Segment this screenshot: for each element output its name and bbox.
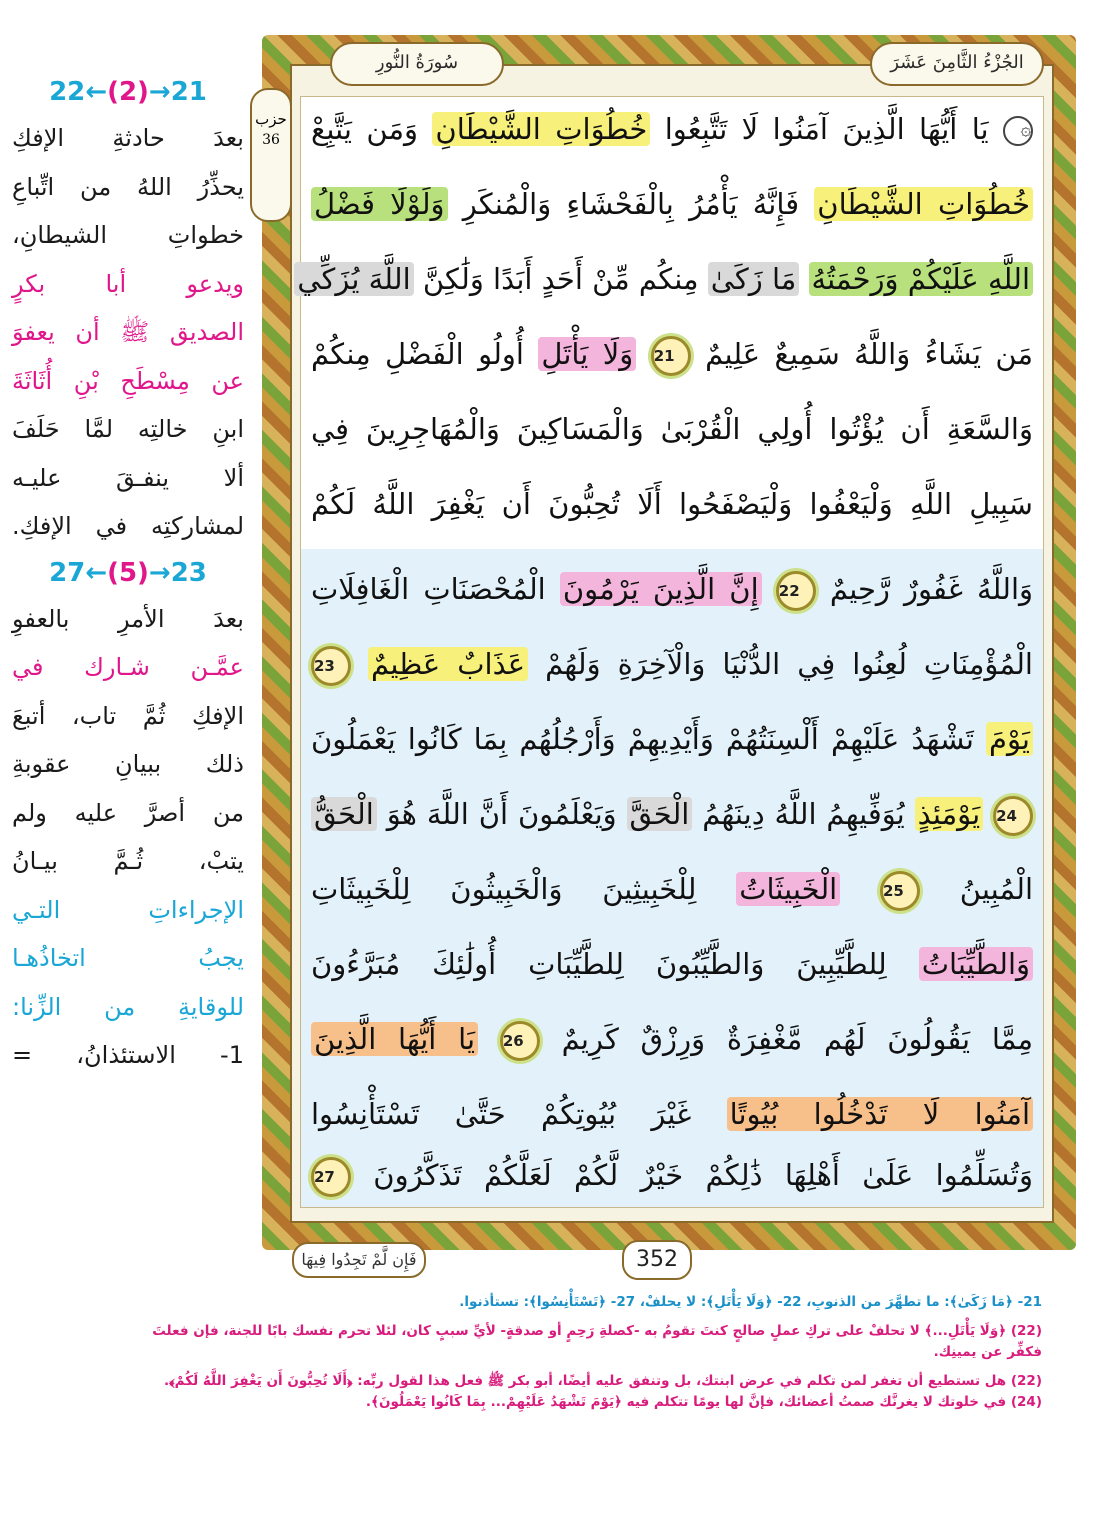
verse-line [311, 1084, 1033, 1144]
range-count: (2) [107, 77, 149, 107]
ayah-number-marker: 24 [993, 796, 1033, 836]
range-start: 21 [170, 77, 207, 107]
ayah-number-marker: 22 [776, 571, 816, 611]
commentary-line: ألا ينفـقَ عليـه [12, 463, 244, 492]
ayah-number-marker: 26 [500, 1021, 540, 1061]
verse-line [311, 1145, 1033, 1205]
verse-text: تَشْهَدُ عَلَيْهِمْ أَلْسِنَتُهُمْ وَأَيْدِيهِمْ وَأَرْجُلُهُم بِمَا كَانُوا يَعْمَلُونَ [311, 722, 974, 756]
verse-text: وَيَعْلَمُونَ أَنَّ اللَّهَ هُوَ [386, 797, 617, 831]
range-count: (5) [107, 557, 149, 588]
commentary-line: من أصرَّ عليه ولم [12, 798, 244, 827]
hizb-number: 36 [262, 132, 280, 148]
highlighted-phrase: خُطُوَاتِ الشَّيْطَانِ [814, 187, 1033, 221]
commentary-line: ذلك ببيانِ عقوبةِ [12, 750, 244, 778]
highlighted-phrase: الْخَبِيثَاتُ [736, 872, 840, 906]
highlighted-phrase: خُطُوَاتِ الشَّيْطَانِ [432, 112, 650, 146]
quran-page [297, 96, 1044, 1208]
verse-text: مَن يَشَاءُ وَاللَّهُ سَمِيعٌ عَلِيمٌ [705, 337, 1034, 371]
commentary-line: 1- الاستئذانُ، = [12, 1041, 244, 1069]
verse-range-header: 27←(5)→23 [49, 557, 207, 588]
commentary-line: للوقايةِ من الزِّنا: [12, 992, 244, 1021]
commentary-line: الصديق ﷺ أن يعفوَ [12, 318, 244, 346]
verse-text: يَا أَيُّهَا الَّذِينَ آمَنُوا لَا تَتَّبِعُوا [664, 112, 989, 146]
verse-text: وَمَن يَتَّبِعْ [311, 112, 419, 146]
commentary-line: عمَّـن شـارك في [12, 653, 244, 681]
commentary-line: يجبُ اتخاذُهـا [12, 944, 244, 972]
verse-text: أُولُو الْفَضْلِ مِنكُمْ [311, 337, 524, 371]
verse-text: وَاللَّهُ غَفُورٌ رَّحِيمٌ [829, 572, 1034, 606]
commentary-line: لمشاركتِه في الإفكِ. [12, 512, 244, 540]
verse-text: سَبِيلِ اللَّهِ وَلْيَعْفُوا وَلْيَصْفَحُوا أَلَا تُحِبُّونَ أَن يَغْفِرَ اللَّهُ لَكُمْ [311, 487, 1033, 521]
reflection-note: فكفِّر عن يمينِك. [933, 1344, 1042, 1360]
verse-line [311, 709, 1033, 769]
verse-text: وَتُسَلِّمُوا عَلَىٰ أَهْلِهَا ذَٰلِكُمْ خَيْرٌ لَّكُمْ لَعَلَّكُمْ تَذَكَّرُونَ [373, 1158, 1033, 1192]
verse-text: لِلطَّيِّبِينَ وَالطَّيِّبُونَ لِلطَّيِّبَاتِ أُولَٰئِكَ مُبَرَّءُونَ [311, 947, 887, 981]
verse-line [311, 399, 1033, 459]
verse-text: لِلْخَبِيثِينَ وَالْخَبِيثُونَ لِلْخَبِيثَاتِ [311, 872, 697, 906]
ayah-number-marker: 27 [311, 1157, 351, 1197]
highlighted-phrase: يَوْمَ [986, 722, 1033, 756]
highlighted-phrase: يَا أَيُّهَا الَّذِينَ [311, 1022, 478, 1056]
commentary-block-1 [12, 114, 244, 551]
verse-line [311, 934, 1033, 994]
range-end: 27 [49, 557, 86, 588]
verse-text: الْمُبِينُ [959, 872, 1034, 906]
highlighted-phrase: الْحَقَّ [627, 797, 693, 831]
ayah-number-marker: 21 [651, 336, 691, 376]
page-number: 352 [622, 1240, 692, 1280]
reflection-note: (22) ﴿وَلَا يَأْتَلِ...﴾ لا تحلفْ على تركِ عملٍ صالحٍ كنتَ تقومُ به -كصلةِ رَحِمٍ أو صدقةٍ- لأيِّ سببٍ كان، لئلا تحرم نفسك بابًا للجنة، فإن فعلتَ [152, 1323, 1042, 1339]
rub-el-hizb-icon: ۞ [1003, 116, 1033, 146]
verse-line [297, 249, 1033, 309]
commentary-line: ويدعو أبا بكرٍ [12, 269, 244, 298]
commentary-line: الإفكِ ثُمَّ تاب، أتبعَ [12, 701, 244, 730]
verse-line [311, 859, 1033, 919]
commentary-line: الإجراءاتِ التـي [12, 895, 244, 924]
commentary-line: بعدَ الأمرِ بالعفوِ [12, 604, 244, 633]
verse-line [311, 1009, 1033, 1069]
vocabulary-note: 21- ﴿مَا زَكَىٰ﴾: ما تطهَّرَ من الذنوبِ، 22- ﴿وَلَا يَأْتَلِ﴾: لا يحلفْ، 27- ﴿تَسْتَأْنِسُوا﴾: تستأذنوا. [459, 1294, 1042, 1310]
verse-text: غَيْرَ بُيُوتِكُمْ حَتَّىٰ تَسْتَأْنِسُوا [311, 1097, 692, 1131]
range-start: 23 [170, 557, 207, 588]
commentary-block-2 [12, 595, 244, 1080]
verse-line [311, 324, 1033, 384]
verse-line [311, 634, 1033, 694]
commentary-column [12, 70, 244, 1210]
range-end: 22 [49, 77, 86, 107]
highlighted-phrase: عَذَابٌ عَظِيمٌ [368, 647, 528, 681]
highlighted-phrase: وَلَوْلَا فَضْلُ [311, 187, 448, 221]
ayah-number-marker: 25 [880, 871, 920, 911]
commentary-line: بعدَ حادثةِ الإفكِ [12, 124, 244, 152]
verse-line [311, 784, 1033, 844]
verse-line [311, 174, 1033, 234]
reflection-note: (22) هل تستطيع أن تغفر لمن تكلم في عرض ابنتك، بل وتنفق عليه أيضًا، أبو بكر ﷺ فعل هذا لقول ربِّه: ﴿أَلَا تُحِبُّونَ أَن يَغْفِرَ اللَّهُ لَكُمْ﴾. [163, 1373, 1042, 1389]
verse-text: يُوَفِّيهِمُ اللَّهُ دِينَهُمُ [702, 797, 905, 831]
highlighted-phrase: مَا زَكَىٰ [708, 262, 800, 296]
commentary-line: خطواتِ الشيطانِ، [12, 221, 244, 249]
highlighted-phrase: اللَّهِ عَلَيْكُمْ وَرَحْمَتُهُ [809, 262, 1033, 296]
reflection-note: (24) في خلوتك لا يغرنَّك صمتُ أعضائك، فإنَّ لها يومًا تتكلم فيه ﴿يَوْمَ تَشْهَدُ عَلَيْهِمْ... بِمَا كَانُوا يَعْمَلُونَ﴾. [365, 1394, 1042, 1410]
verse-range-header: 22←(2)→21 [49, 77, 207, 107]
catchword: فَإِن لَّمْ تَجِدُوا فِيهَا [292, 1242, 426, 1278]
verse-line [311, 474, 1033, 534]
hizb-label: حزب [255, 110, 287, 128]
highlighted-phrase: الْحَقُّ [311, 797, 377, 831]
highlighted-phrase: يَوْمَئِذٍ [915, 797, 984, 831]
ayah-number-marker: 23 [311, 646, 351, 686]
verse-text: وَالسَّعَةِ أَن يُؤْتُوا أُولِي الْقُرْبَىٰ وَالْمَسَاكِينَ وَالْمُهَاجِرِينَ فِي [311, 412, 1033, 446]
verse-line [311, 99, 1033, 159]
commentary-line: ابنِ خالتِه لمَّا حَلَفَ [12, 415, 244, 443]
juz-title: الجُزْءُ الثَّامِنَ عَشَرَ [870, 42, 1044, 86]
highlighted-phrase: وَالطَّيِّبَاتُ [919, 947, 1033, 981]
verse-text: الْمُؤْمِنَاتِ لُعِنُوا فِي الدُّنْيَا وَالْآخِرَةِ وَلَهُمْ [545, 647, 1033, 681]
highlighted-phrase: وَلَا يَأْتَلِ [538, 337, 636, 371]
commentary-line: يحذِّرُ اللهُ من اتِّباعِ [12, 172, 244, 201]
verse-text: مِمَّا يَقُولُونَ لَهُم مَّغْفِرَةٌ وَرِزْقٌ كَرِيمٌ [561, 1022, 1034, 1056]
hizb-badge [250, 88, 292, 222]
highlighted-phrase: آمَنُوا لَا تَدْخُلُوا بُيُوتًا [727, 1097, 1033, 1131]
commentary-line: عن مِسْطَحِ بْنِ أُثَاثَةَ [12, 366, 244, 395]
verse-text: الْمُحْصَنَاتِ الْغَافِلَاتِ [311, 572, 546, 606]
footnotes [12, 1292, 1042, 1413]
verse-line [311, 559, 1033, 619]
highlighted-phrase: اللَّهَ يُزَكِّي [294, 262, 413, 296]
highlighted-phrase: إِنَّ الَّذِينَ يَرْمُونَ [560, 572, 762, 606]
commentary-line: يتبْ، ثُـمَّ بيـانُ [12, 847, 244, 875]
verse-text: مِنكُم مِّنْ أَحَدٍ أَبَدًا وَلَٰكِنَّ [422, 262, 699, 296]
surah-title: سُورَةُ النُّورِ [330, 42, 504, 86]
verse-text: فَإِنَّهُ يَأْمُرُ بِالْفَحْشَاءِ وَالْمُنكَرِ [462, 187, 800, 221]
